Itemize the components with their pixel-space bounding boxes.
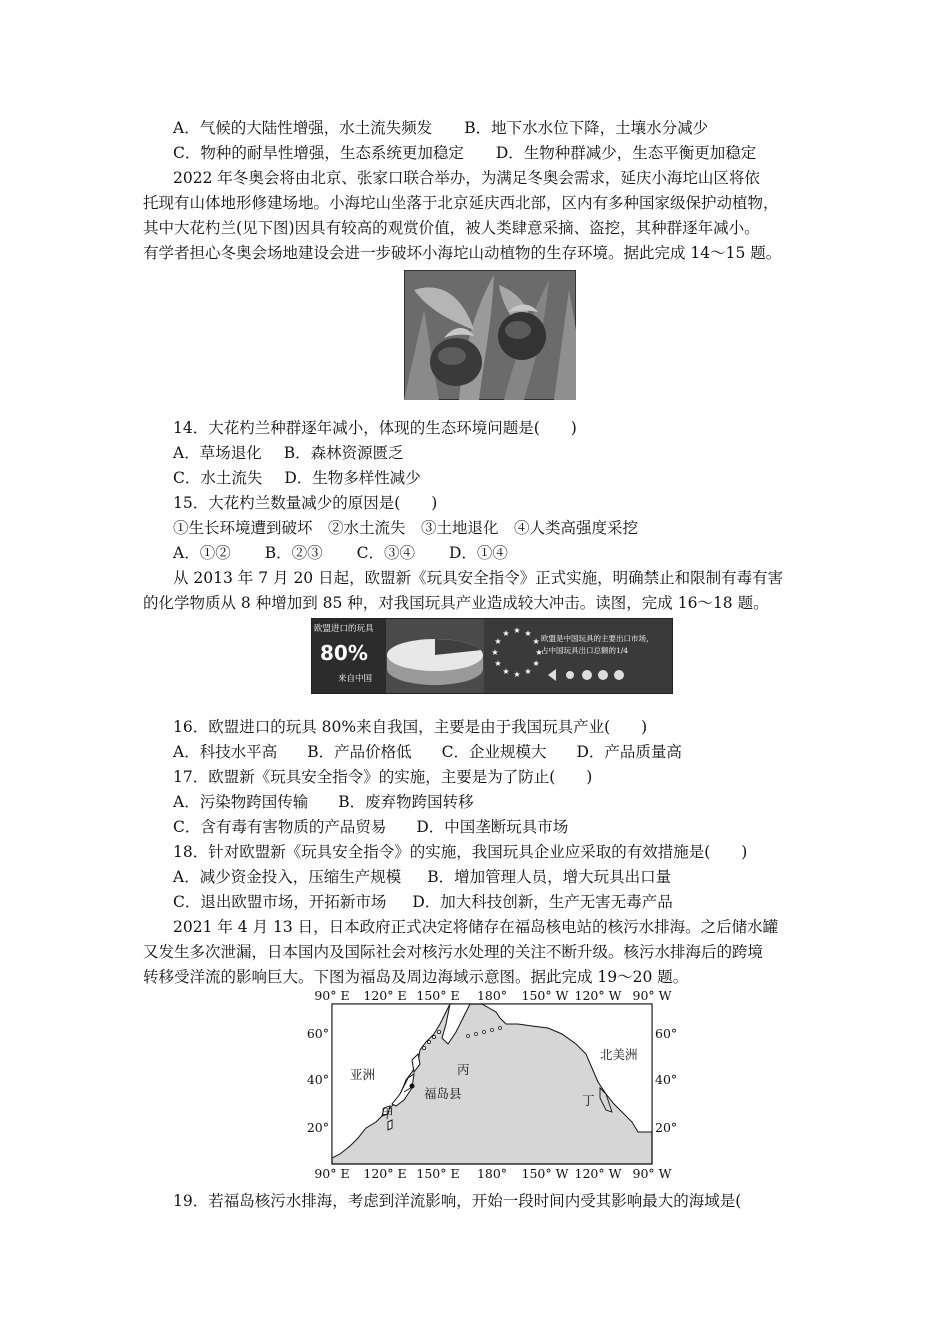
q15-items: ①生长环境遭到破坏 ②水土流失 ③土地退化 ④人类高强度采挖 xyxy=(173,519,639,537)
left-tick-label: 60° xyxy=(306,1026,329,1041)
eu-star-icon: ★ xyxy=(494,659,502,668)
q16-stem: 16．欧盟进口的玩具 80%来自我国，主要是由于我国玩具产业( ) xyxy=(173,718,648,736)
q18-option-b: B．增加管理人员，增大玩具出口量 xyxy=(427,868,672,886)
q18-options-row-2 xyxy=(173,892,673,912)
top-tick-label: 180° xyxy=(476,988,508,1003)
q14-option-d: D．生物多样性减少 xyxy=(284,469,421,487)
q18-option-c: C．退出欧盟市场，开拓新市场 xyxy=(173,893,387,911)
q13-option-c: C．物种的耐旱性增强，生态系统更加稳定 xyxy=(173,144,464,162)
eu-star-icon: ★ xyxy=(502,628,510,638)
q15-option-d: D．①④ xyxy=(448,544,508,562)
passage-19-20-line-3: 转移受洋流的影响巨大。下图为福岛及周边海域示意图。据此完成 19～20 题。 xyxy=(143,968,689,986)
eu-star-icon: ★ xyxy=(502,667,510,677)
q15-option-a: A．①② xyxy=(173,544,231,562)
q13-option-d: D．生物种群减少，生态平衡更加稳定 xyxy=(495,144,757,162)
q14-option-c: C．水土流失 xyxy=(173,469,263,487)
top-tick-label: 150° E xyxy=(416,988,460,1003)
q15-option-c: C．③④ xyxy=(356,544,415,562)
eu-toy-import-banner xyxy=(311,618,673,694)
q13-option-b: B．地下水水位下降，土壤水分减少 xyxy=(464,119,709,137)
fukushima-pacific-map xyxy=(300,988,690,1184)
bottom-tick-label: 120° E xyxy=(363,1166,407,1181)
eu-star-icon: ★ xyxy=(524,667,532,677)
q13-options-row-2 xyxy=(173,143,756,163)
q17-options-row-1 xyxy=(173,792,474,812)
q16-options xyxy=(173,742,682,762)
banner-bottom-label: 来自中国 xyxy=(338,674,373,684)
q17-option-b: B．废弃物跨国转移 xyxy=(338,793,474,811)
q17-option-d: D．中国垄断玩具市场 xyxy=(416,818,569,836)
q17-option-a: A．污染物跨国传输 xyxy=(173,793,309,811)
passage-19-20-line-2: 又发生多次泄漏，日本国内及国际社会对核污水处理的关注不断升级。核污水排海后的跨境 xyxy=(143,943,764,961)
q14-option-b: B．森林资源匮乏 xyxy=(283,444,404,462)
passage-16-18-line-1: 从 2013 年 7 月 20 日起，欧盟新《玩具安全指令》正式实施，明确禁止和限制有毒有害 xyxy=(173,569,784,587)
eu-star-icon: ★ xyxy=(513,626,521,635)
bottom-tick-label: 120° W xyxy=(574,1166,622,1181)
q13-options-row-1 xyxy=(173,118,708,138)
left-tick-label: 40° xyxy=(306,1072,329,1087)
q18-stem: 18．针对欧盟新《玩具安全指令》的实施，我国玩具企业应采取的有效措施是( ) xyxy=(173,843,748,861)
top-tick-label: 150° W xyxy=(521,988,569,1003)
eu-star-icon: ★ xyxy=(494,637,502,646)
eu-star-icon: ★ xyxy=(532,659,540,668)
eu-star-icon: ★ xyxy=(532,637,540,646)
q18-option-d: D．加大科技创新，生产无害无毒产品 xyxy=(412,893,673,911)
q13-option-a: A．气候的大陆性增强，水土流失频发 xyxy=(173,119,433,137)
q15-options xyxy=(173,543,508,563)
map-label-asia: 亚洲 xyxy=(350,1067,376,1082)
map-left-tick-labels xyxy=(307,1026,329,1135)
taiwan-island xyxy=(388,1120,392,1130)
top-tick-label: 90° E xyxy=(314,988,350,1003)
passage-14-15-line-2: 托现有山体地形修建场地。小海坨山坐落于北京延庆西北部，区内有多种国家级保护动植物， xyxy=(143,194,779,212)
passage-14-15-line-1: 2022 年冬奥会将由北京、张家口联合举办，为满足冬奥会需求，延庆小海坨山区将依 xyxy=(173,169,760,187)
map-label-bing: 丙 xyxy=(457,1062,470,1077)
left-tick-label: 20° xyxy=(306,1120,329,1135)
passage-14-15-line-3: 其中大花杓兰(见下图)因具有较高的观赏价值，被人类肆意采摘、盗挖，其种群逐年减小。 xyxy=(143,219,760,237)
bottom-tick-label: 150° E xyxy=(416,1166,460,1181)
q14-option-a: A．草场退化 xyxy=(173,444,262,462)
q16-option-a: A．科技水平高 xyxy=(173,743,278,761)
map-right-tick-labels xyxy=(655,1026,677,1135)
right-tick-label: 20° xyxy=(655,1120,678,1135)
eu-star-icon: ★ xyxy=(535,648,543,657)
q17-options-row-2 xyxy=(173,817,568,837)
banner-right-text-1: 欧盟是中国玩具的主要出口市场， xyxy=(541,634,654,643)
banner-right-text-2: 占中国玩具出口总额的1/4 xyxy=(541,646,629,655)
top-tick-label: 120° E xyxy=(363,988,407,1003)
lady-slipper-orchid-photo xyxy=(404,270,576,400)
bottom-tick-label: 150° W xyxy=(521,1166,569,1181)
banner-top-label: 欧盟进口的玩具 xyxy=(314,624,374,634)
top-tick-label: 120° W xyxy=(574,988,622,1003)
q14-stem: 14．大花杓兰种群逐年减小，体现的生态环境问题是( ) xyxy=(173,419,577,437)
bottom-tick-label: 90° E xyxy=(314,1166,350,1181)
map-label-north-america: 北美洲 xyxy=(600,1047,638,1062)
banner-percent: 80% xyxy=(320,641,368,665)
map-top-tick-labels xyxy=(314,988,671,1003)
q16-option-c: C．企业规模大 xyxy=(441,743,547,761)
map-label-fukushima: 福岛县 xyxy=(424,1086,462,1101)
eu-star-icon: ★ xyxy=(513,670,521,679)
top-tick-label: 90° W xyxy=(632,988,672,1003)
passage-19-20-line-1: 2021 年 4 月 13 日，日本政府正式决定将储存在福岛核电站的核污水排海。之后储水罐 xyxy=(173,918,779,936)
q17-stem: 17．欧盟新《玩具安全指令》的实施，主要是为了防止( ) xyxy=(173,768,593,786)
passage-14-15-line-4: 有学者担心冬奥会场地建设会进一步破坏小海坨山动植物的生存环境。据此完成 14～15 题。 xyxy=(143,244,782,262)
map-label-ding: 丁 xyxy=(582,1093,595,1108)
q18-option-a: A．减少资金投入，压缩生产规模 xyxy=(173,868,402,886)
q16-option-d: D．产品质量高 xyxy=(576,743,682,761)
map-label-jia: 甲 xyxy=(381,1106,394,1121)
q17-option-c: C．含有毒有害物质的产品贸易 xyxy=(173,818,387,836)
q15-stem: 15．大花杓兰数量减少的原因是( ) xyxy=(173,494,438,512)
bottom-tick-label: 90° W xyxy=(632,1166,672,1181)
right-tick-label: 60° xyxy=(655,1026,678,1041)
eu-star-icon: ★ xyxy=(491,648,499,657)
q14-options-row-1 xyxy=(173,443,404,463)
q19-stem: 19．若福岛核污水排海，考虑到洋流影响，开始一段时间内受其影响最大的海域是( xyxy=(173,1192,742,1210)
passage-16-18-line-2: 的化学物质从 8 种增加到 85 种，对我国玩具产业造成较大冲击。读图，完成 16～18 题。 xyxy=(143,594,769,612)
map-bottom-tick-labels xyxy=(314,1166,671,1181)
eu-star-icon: ★ xyxy=(524,628,532,638)
bottom-tick-label: 180° xyxy=(476,1166,508,1181)
right-tick-label: 40° xyxy=(655,1072,678,1087)
q18-options-row-1 xyxy=(173,867,671,887)
q16-option-b: B．产品价格低 xyxy=(307,743,412,761)
q14-options-row-2 xyxy=(173,468,421,488)
q15-option-b: B．②③ xyxy=(264,544,323,562)
